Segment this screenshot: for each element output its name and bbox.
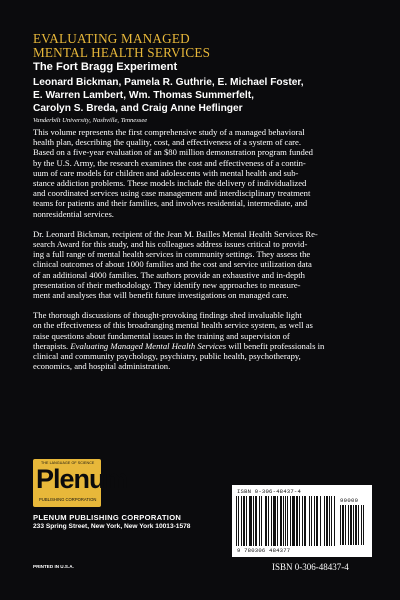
barcode-bar <box>261 496 262 546</box>
barcode-bar <box>292 496 295 546</box>
printed-in-label: PRINTED IN U.S.A. <box>33 564 74 569</box>
author-affiliation: Vanderbilt University, Nashville, Tennessee <box>33 117 148 125</box>
text-line: search Award for this study, and his colleagues address issues critical to provid- <box>33 239 308 250</box>
barcode-bar <box>296 496 298 546</box>
text-fragment: will benefit professionals in <box>226 340 325 351</box>
text-line: uum of care models for children and adolescents with mental health and sub- <box>33 167 299 178</box>
book-description <box>33 127 373 381</box>
barcode-bar <box>302 496 303 546</box>
barcode-bar <box>287 496 288 546</box>
barcode-bar <box>355 505 357 545</box>
barcode-bar <box>329 496 330 546</box>
author-line-3: Carolyn S. Breda, and Craig Anne Heflinger <box>33 102 243 114</box>
author-list <box>33 77 373 115</box>
barcode-isbn-label: ISBN 0-306-48437-4 <box>237 488 302 495</box>
publisher-info <box>33 513 190 530</box>
text-line: ment and analyses that will benefit future investigations on managed care. <box>33 290 289 301</box>
title-block <box>33 32 373 124</box>
barcode-bar <box>304 496 306 546</box>
text-line: raise questions about fundamental issues in the training and supervision of <box>33 330 290 341</box>
barcode-bar <box>253 496 254 546</box>
text-line: The thorough discussions of thought-provoking findings shed invaluable light <box>33 310 302 321</box>
barcode-panel <box>232 485 372 557</box>
author-line-2: E. Warren Lambert, Wm. Thomas Summerfelt, <box>33 89 254 101</box>
text-line: presentation of their methodology. They identify new approaches to measure- <box>33 279 301 290</box>
text-line: economics, and hospital administration. <box>33 361 171 372</box>
barcode-bar <box>309 496 310 546</box>
barcode-bar <box>353 505 354 545</box>
isbn-number: ISBN 0-306-48437-4 <box>272 562 349 572</box>
description-paragraph-2 <box>33 229 373 300</box>
barcode-bar <box>340 505 341 545</box>
barcode-bar <box>331 496 332 546</box>
barcode-bar <box>361 505 362 545</box>
description-paragraph-1 <box>33 127 373 219</box>
barcode-bar <box>342 505 344 545</box>
barcode-bar <box>326 496 328 546</box>
barcode-bar <box>259 496 260 546</box>
barcode-bar <box>334 496 335 546</box>
text-line: This volume represents the first comprehensive study of a managed behavioral <box>33 127 305 137</box>
text-line: stance addiction problems. These models include the delivery of individualized <box>33 178 307 189</box>
barcode-bar <box>324 496 325 546</box>
barcode-bar <box>285 496 286 546</box>
barcode-bar <box>283 496 284 546</box>
addon-barcode-bars <box>340 505 368 545</box>
text-fragment: therapists. <box>33 340 71 351</box>
barcode-bar <box>246 496 247 546</box>
logo-corporation: PUBLISHING CORPORATION <box>39 497 97 502</box>
barcode-bar <box>350 505 352 545</box>
barcode-bar <box>271 496 272 546</box>
barcode-bar <box>236 496 237 546</box>
logo-wordmark: Plenum <box>36 464 128 494</box>
barcode-bar <box>249 496 252 546</box>
author-line-1: Leonard Bickman, Pamela R. Guthrie, E. Michael Foster, <box>33 77 304 88</box>
book-title-italic: Evaluating Managed Mental Health Services <box>70 340 227 351</box>
barcode-price-code: 90000 <box>340 497 359 504</box>
barcode-bar <box>255 496 257 546</box>
barcode-bar <box>280 496 282 546</box>
barcode-bar <box>241 496 242 546</box>
book-subtitle: The Fort Bragg Experiment <box>33 61 178 73</box>
barcode-bar <box>243 496 245 546</box>
barcode-bar <box>316 496 318 546</box>
text-line: nonresidential services. <box>33 208 114 219</box>
text-line: health plan, describing the quality, cost, and effectiveness of a system of care. <box>33 137 302 148</box>
barcode-bars <box>236 496 336 546</box>
text-line: Dr. Leonard Bickman, recipient of the Jean M. Bailles Mental Health Services Re- <box>33 228 318 239</box>
barcode-bar <box>268 496 269 546</box>
text-line: by the U.S. Army, the research examines the cost and effectiveness of a contin- <box>33 157 306 168</box>
book-title-line-2: MENTAL HEALTH SERVICES <box>33 44 211 60</box>
barcode-bar <box>363 505 364 545</box>
barcode-bar <box>348 505 349 545</box>
barcode-digits: 9 780306 484377 <box>237 547 291 554</box>
text-line: ing a full range of mental health services in community settings. They assess the <box>33 249 311 260</box>
barcode-bar <box>238 496 239 546</box>
barcode-bar <box>311 496 312 546</box>
barcode-bar <box>299 496 300 546</box>
barcode-bar <box>358 505 359 545</box>
description-paragraph-3 <box>33 310 373 371</box>
text-line: Based on a five-year evaluation of an $80 million demonstration program funded <box>33 147 313 158</box>
text-line <box>33 341 373 351</box>
publisher-address: 233 Spring Street, New York, New York 10013-1578 <box>33 523 191 530</box>
book-title-line-1: EVALUATING MANAGED <box>33 31 190 46</box>
text-line: clinical and community psychology, psychiatry, public health, psychotherapy, <box>33 351 301 362</box>
plenum-logo <box>33 459 128 507</box>
barcode-bar <box>290 496 291 546</box>
barcode-bar <box>320 496 321 546</box>
text-line: and coordinated services using case management and interdisciplinary treatment <box>33 188 311 199</box>
barcode-bar <box>314 496 315 546</box>
barcode-bar <box>273 496 276 546</box>
barcode-bar <box>277 496 278 546</box>
text-line: clinical outcomes of about 1000 families and the cost and service utilization data <box>33 259 312 270</box>
logo-tagline: THE LANGUAGE OF SCIENCE <box>41 461 95 465</box>
barcode-bar <box>265 496 267 546</box>
text-line: teams for patients and their families, and involves residential, intermediate, and <box>33 198 308 209</box>
text-line: of an additional 4000 families. The authors provide an exhaustive and in-depth <box>33 269 305 280</box>
text-line: on the effectiveness of this broadranging mental health service system, as well as <box>33 320 313 331</box>
publisher-name: PLENUM PUBLISHING CORPORATION <box>33 513 182 522</box>
barcode-bar <box>345 505 346 545</box>
